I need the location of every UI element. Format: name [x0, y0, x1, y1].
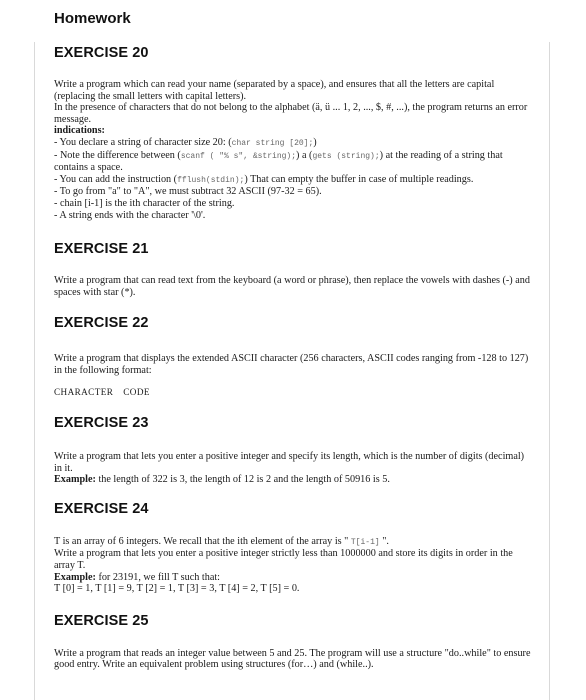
- indication-2-code-2: gets (string);: [312, 151, 380, 161]
- indications-label: indications:: [54, 125, 105, 137]
- exercise-23-title: EXERCISE 23: [54, 415, 149, 432]
- exercise-24-paragraph-1: [54, 536, 532, 549]
- exercise-22: [54, 315, 532, 398]
- indication-3-text: - You can add the instruction (: [54, 173, 178, 185]
- exercise-23-example-label: Example:: [54, 474, 96, 486]
- page-left-border: [34, 42, 35, 700]
- indication-1-text: - You declare a string of character size 20: (: [54, 136, 232, 148]
- exercise-24-paragraph-2: Write a program that lets you enter a positive integer strictly less than 1000000 and store its digits in order in the array T.: [54, 548, 513, 572]
- indication-2-code-1: scanf ( "% s", &string);: [180, 151, 297, 161]
- exercise-20-paragraph-2: In the presence of characters that do not belong to the alphabet (ä, ü ... 1, 2, ..., $, #, ...), the program returns an error message.: [54, 102, 528, 125]
- exercise-23-example-text: the length of 322 is 3, the length of 12 is 2 and the length of 50916 is 5.: [95, 474, 390, 486]
- exercise-25-paragraph-1: Write a program that reads an integer value between 5 and 25. The program will use a structure "do..while" to ensure good entry. Write an equivalent problem using structures (for…) and (while..).: [54, 647, 531, 671]
- column-character: CHARACTER: [54, 386, 114, 397]
- exercise-22-title: EXERCISE 22: [54, 315, 149, 332]
- indication-3-code: fflush(stdin);: [177, 175, 245, 185]
- exercise-24-title: EXERCISE 24: [54, 500, 149, 517]
- exercise-20-title: EXERCISE 20: [54, 45, 149, 61]
- exercise-24-example-text: for 23191, we fill T such that:: [95, 571, 221, 583]
- exercise-23-example: [54, 474, 532, 486]
- exercise-21: [54, 241, 532, 298]
- indication-2-mid: ) a (: [296, 149, 313, 161]
- exercise-25: [54, 613, 532, 671]
- exercise-22-paragraph-1: Write a program that displays the extended ASCII character (256 characters, ASCII codes ranging from -128 to 127) in the following format:: [54, 353, 529, 376]
- exercise-23: [54, 415, 532, 486]
- indication-1-code: char string [20];: [231, 138, 314, 148]
- exercise-20-indication-6: - A string ends with the character '\0'.: [54, 209, 206, 221]
- indication-3-end: ) That can empty the buffer in case of multiple readings.: [244, 173, 474, 185]
- exercise-20-indication-2: [54, 150, 532, 174]
- exercise-20-indication-3: [54, 174, 532, 187]
- indication-2-text: - Note the difference between (: [54, 149, 181, 161]
- exercise-24-example-label: Example:: [54, 571, 96, 583]
- indication-2-end: ) at the reading of a string that contains a space.: [54, 149, 503, 174]
- exercise-22-format-header: [54, 387, 532, 399]
- exercise-23-paragraph-1: Write a program that lets you enter a positive integer and specify its length, which is the number of digits (decimal) in it.: [54, 451, 525, 474]
- exercise-24-p1-end: ".: [379, 535, 389, 547]
- exercise-20-indication-4: - To go from "a" to "A", we must subtract 32 ASCII (97-32 = 65).: [54, 186, 322, 198]
- exercise-20-indications-label: [54, 125, 532, 137]
- exercise-24-p1-code: T[i-1]: [350, 537, 380, 547]
- document-content: [54, 45, 532, 671]
- exercise-20-indication-1: [54, 137, 532, 150]
- document-title: Homework: [54, 10, 131, 27]
- page-right-border: [549, 42, 550, 700]
- exercise-20-indication-5: - chain [i-1] is the ith character of the string.: [54, 197, 235, 209]
- indication-1-end: ): [313, 136, 317, 148]
- column-code: CODE: [123, 386, 150, 397]
- exercise-20-paragraph-1: Write a program which can read your name (separated by a space), and ensures that all the letters are capital (replacing the small letters with capital letters).: [54, 79, 495, 102]
- exercise-24-p1-text: T is an array of 6 integers. We recall that the ith element of the array is ": [54, 535, 351, 547]
- exercise-20: [54, 45, 532, 221]
- exercise-21-paragraph-1: Write a program that can read text from the keyboard (a word or phrase), then replace the vowels with dashes (-) and spaces with star (*).: [54, 275, 530, 298]
- exercise-24: [54, 501, 532, 595]
- exercise-24-example: [54, 572, 532, 584]
- exercise-21-title: EXERCISE 21: [54, 241, 149, 258]
- exercise-24-example-values: T [0] = 1, T [1] = 9, T [2] = 1, T [3] = 3, T [4] = 2, T [5] = 0.: [54, 583, 300, 595]
- exercise-25-title: EXERCISE 25: [54, 612, 149, 629]
